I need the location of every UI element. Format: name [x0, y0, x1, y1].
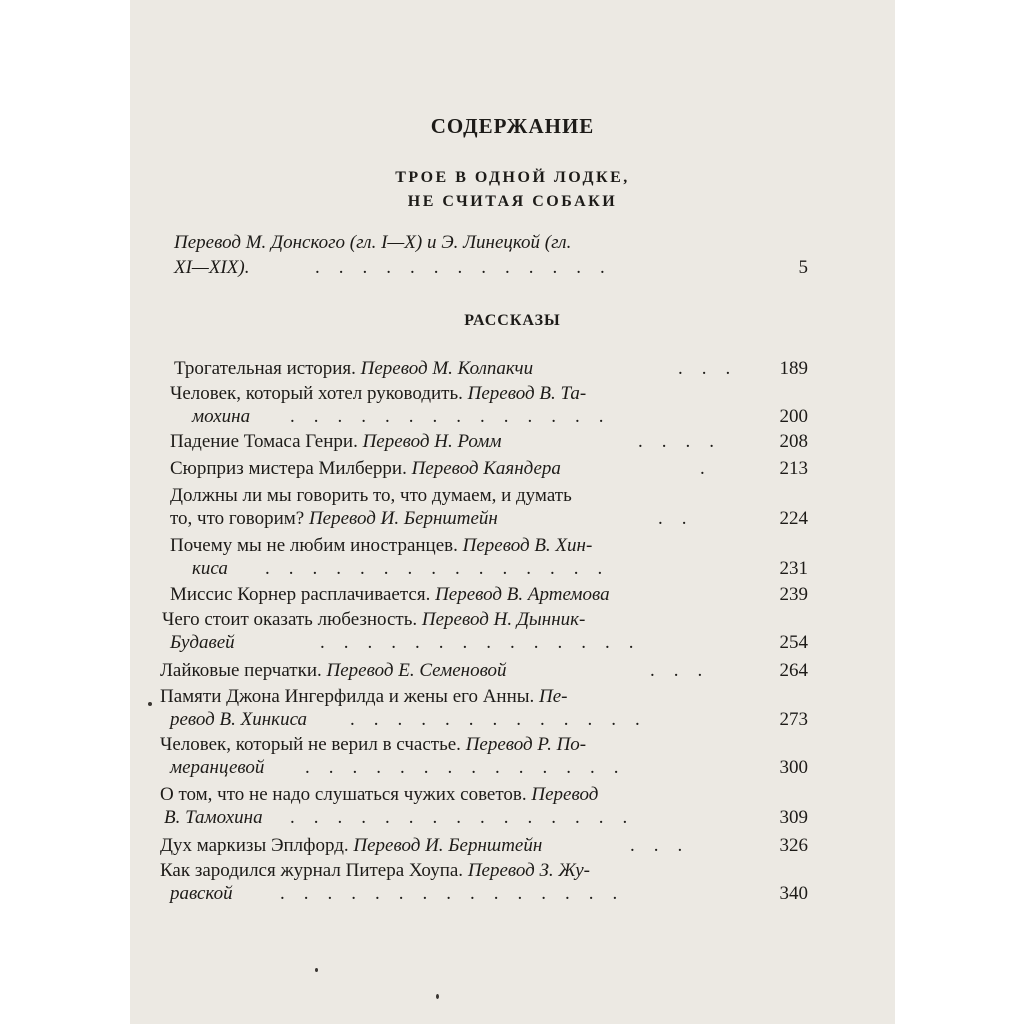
paper-speck	[315, 968, 318, 972]
toc-entry-title: Как зародился журнал Питера Хоупа. Перевод З. Жу-	[160, 860, 591, 881]
toc-entry-title: Должны ли мы говорить то, что думаем, и думать	[170, 485, 572, 506]
book-page	[130, 0, 895, 1024]
toc-entry-title: Лайковые перчатки. Перевод Е. Семеновой	[160, 660, 507, 681]
toc-entry-continuation: ревод В. Хинкиса	[170, 709, 308, 730]
dot-leader: . . .	[630, 835, 683, 856]
page-number: 273	[779, 709, 808, 730]
toc-entry-title: Трогательная история. Перевод М. Колпакчи	[174, 358, 534, 379]
dot-leader: . . . . . . . . . . . . . .	[290, 406, 604, 427]
page-number: 340	[779, 883, 808, 904]
dot-leader: . . .	[678, 358, 731, 379]
toc-entry-title: Миссис Корнер расплачивается. Перевод В. Артемова	[170, 584, 610, 605]
page-number: 264	[779, 660, 808, 681]
dot-leader: . . . . . . . . . . . . . . .	[280, 883, 618, 904]
dot-leader: . . . . . . . . . . . . . . .	[265, 558, 603, 579]
page-number: 326	[779, 835, 808, 856]
toc-entry-title: Человек, который хотел руководить. Перевод В. Та-	[170, 383, 587, 404]
page-number: 208	[779, 431, 808, 452]
page-number: 254	[779, 632, 808, 653]
dot-leader: . . .	[650, 660, 703, 681]
toc-entry-continuation: Будавей	[170, 632, 235, 653]
toc-entry-continuation: мохина	[192, 406, 251, 427]
dot-leader: . . . . . . . . . . . . . .	[320, 632, 634, 653]
dot-leader: . . . . . . . . . . . . . . .	[290, 807, 628, 828]
book-credit-line-1: Перевод М. Донского (гл. I—X) и Э. Линецкой (гл.	[174, 232, 572, 253]
toc-entry-continuation: равской	[170, 883, 233, 904]
toc-entry-title: Сюрприз мистера Милберри. Перевод Каяндера	[170, 458, 561, 479]
book-title-line-2: НЕ СЧИТАЯ СОБАКИ	[407, 193, 618, 210]
page-number: 239	[779, 584, 808, 605]
toc-entry-continuation: киса	[192, 558, 228, 579]
page-number: 224	[779, 508, 808, 529]
toc-entry-title: Чего стоит оказать любезность. Перевод Н. Дынник-	[162, 609, 586, 630]
dot-leader: .	[700, 458, 705, 479]
paper-speck	[148, 702, 152, 706]
toc-entry-continuation: то, что говорим? Перевод И. Бернштейн	[170, 508, 498, 529]
dot-leader: . . . . . . . . . . . . . .	[305, 757, 619, 778]
dot-leader: . .	[658, 508, 687, 529]
section-heading: РАССКАЗЫ	[464, 312, 561, 329]
paper-speck	[436, 994, 439, 999]
toc-entry-continuation: меранцевой	[170, 757, 265, 778]
toc-entry-title: Почему мы не любим иностранцев. Перевод В. Хин-	[170, 535, 593, 556]
page-number: 200	[779, 406, 808, 427]
page-number: 231	[779, 558, 808, 579]
dot-leader: . . . . . . . . . . . . .	[350, 709, 640, 730]
book-title-line-1: ТРОЕ В ОДНОЙ ЛОДКЕ,	[395, 169, 630, 186]
dot-leader: . . . .	[638, 431, 714, 452]
page-title: СОДЕРЖАНИЕ	[430, 114, 595, 138]
page-number: 213	[779, 458, 808, 479]
toc-entry-title: Падение Томаса Генри. Перевод Н. Ромм	[170, 431, 502, 452]
page-number: 309	[779, 807, 808, 828]
book-title	[130, 166, 895, 214]
page-number: 189	[779, 358, 808, 379]
book-credit-line-2: XI—XIX).	[174, 257, 250, 278]
toc-entry-title: Дух маркизы Эплфорд. Перевод И. Бернштейн	[160, 835, 543, 856]
dot-leader: . . . . . . . . . . . . .	[315, 257, 605, 278]
page-number: 5	[798, 257, 808, 278]
toc-entry-title: Человек, который не верил в счастье. Перевод Р. По-	[160, 734, 587, 755]
toc-entry-title: О том, что не надо слушаться чужих советов. Перевод	[160, 784, 599, 805]
page-number: 300	[779, 757, 808, 778]
toc-entry-title: Памяти Джона Ингерфилда и жены его Анны. Пе-	[160, 686, 568, 707]
toc-entry-continuation: В. Тамохина	[164, 807, 263, 828]
